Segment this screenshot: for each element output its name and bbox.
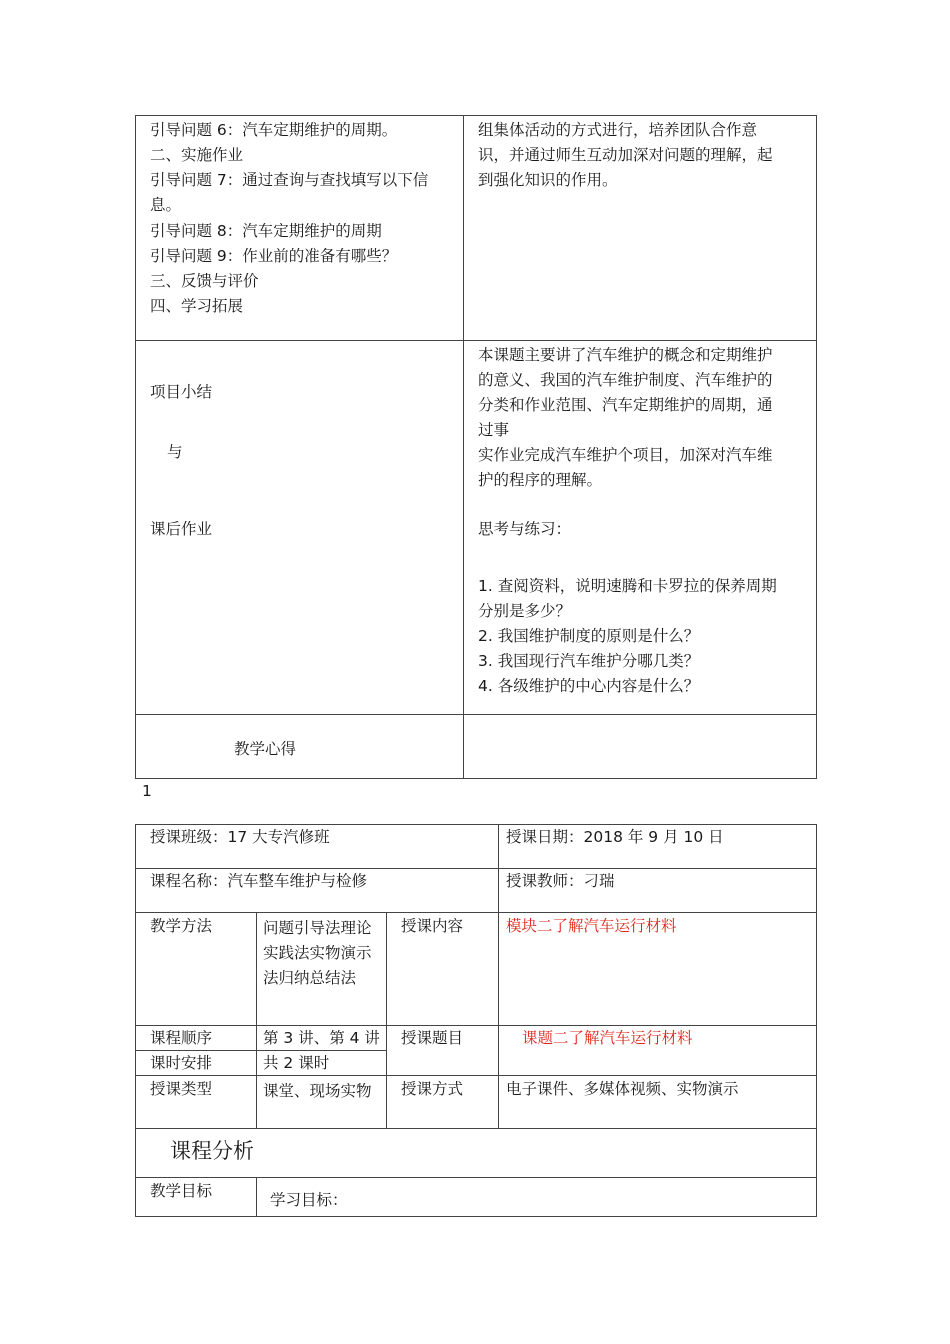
content-value: 模块二了解汽车运行材料	[506, 917, 677, 935]
paragraph-line: 组集体活动的方式进行，培养团队合作意	[478, 121, 758, 139]
paragraph-line: 护的程序的理解。	[478, 471, 603, 489]
paragraph-line: 本课题主要讲了汽车维护的概念和定期维护	[478, 346, 773, 364]
hours-value: 共 2 课时	[263, 1054, 330, 1072]
paragraph-line: 实作业完成汽车维护个项目，加深对汽车维	[478, 446, 773, 464]
paragraph-line: 分类和作业范围、汽车定期维护的周期，通	[478, 396, 773, 414]
homework-label: 课后作业	[150, 520, 213, 538]
list-item: 引导问题 7：通过查询与查找填写以下信	[150, 171, 429, 189]
list-item: 4. 各级维护的中心内容是什么？	[478, 677, 700, 695]
method-value: 问题引导法理论实践法实物演示法归纳总结法	[263, 919, 372, 987]
list-item: 3. 我国现行汽车维护分哪几类？	[478, 652, 700, 670]
teaching-reflection-label: 教学心得	[234, 740, 297, 758]
list-item: 二、实施作业	[150, 146, 244, 164]
project-summary-label: 项目小结	[150, 383, 213, 401]
order-label: 课程顺序	[150, 1029, 213, 1047]
goal-label: 教学目标	[150, 1182, 213, 1200]
list-item: 1. 查阅资料，说明速腾和卡罗拉的保养周期	[478, 577, 777, 595]
topic-value: 课题二了解汽车运行材料	[522, 1029, 693, 1047]
topic-label: 授课题目	[401, 1029, 464, 1047]
and-label: 与	[167, 443, 183, 461]
list-item: 引导问题 8：汽车定期维护的周期	[150, 222, 382, 240]
list-item: 引导问题 9：作业前的准备有哪些？	[150, 247, 398, 265]
date-label: 授课日期：2018 年 9 月 10 日	[506, 828, 724, 846]
order-value: 第 3 讲、第 4 讲	[263, 1029, 380, 1047]
list-item: 分别是多少？	[478, 602, 572, 620]
page-number: 1	[142, 782, 152, 800]
type-label: 授课类型	[150, 1080, 213, 1098]
paragraph-line: 识，并通过师生互动加深对问题的理解，起	[478, 146, 773, 164]
type-value: 课堂、现场实物	[263, 1082, 372, 1100]
list-item: 引导问题 6：汽车定期维护的周期。	[150, 121, 398, 139]
class-label: 授课班级：17 大专汽修班	[150, 828, 330, 846]
paragraph-line: 到强化知识的作用。	[478, 171, 618, 189]
method-label: 教学方法	[150, 917, 213, 935]
hours-label: 课时安排	[150, 1054, 213, 1072]
course-analysis-heading: 课程分析	[170, 1139, 254, 1163]
mode-label: 授课方式	[401, 1080, 464, 1098]
list-item: 四、学习拓展	[150, 297, 244, 315]
course-name-label: 课程名称：汽车整车维护与检修	[150, 872, 368, 890]
paragraph-line: 过事	[478, 421, 510, 439]
goal-value: 学习目标：	[270, 1191, 348, 1209]
paragraph-line: 的意义、我国的汽车维护制度、汽车维护的	[478, 371, 773, 389]
exercise-title: 思考与练习：	[478, 520, 572, 538]
content-label: 授课内容	[401, 917, 464, 935]
teacher-label: 授课教师：刁瑞	[506, 872, 615, 890]
list-item: 三、反馈与评价	[150, 272, 259, 290]
list-item: 2. 我国维护制度的原则是什么？	[478, 627, 700, 645]
list-item: 息。	[150, 196, 182, 214]
mode-value: 电子课件、多媒体视频、实物演示	[506, 1080, 739, 1098]
